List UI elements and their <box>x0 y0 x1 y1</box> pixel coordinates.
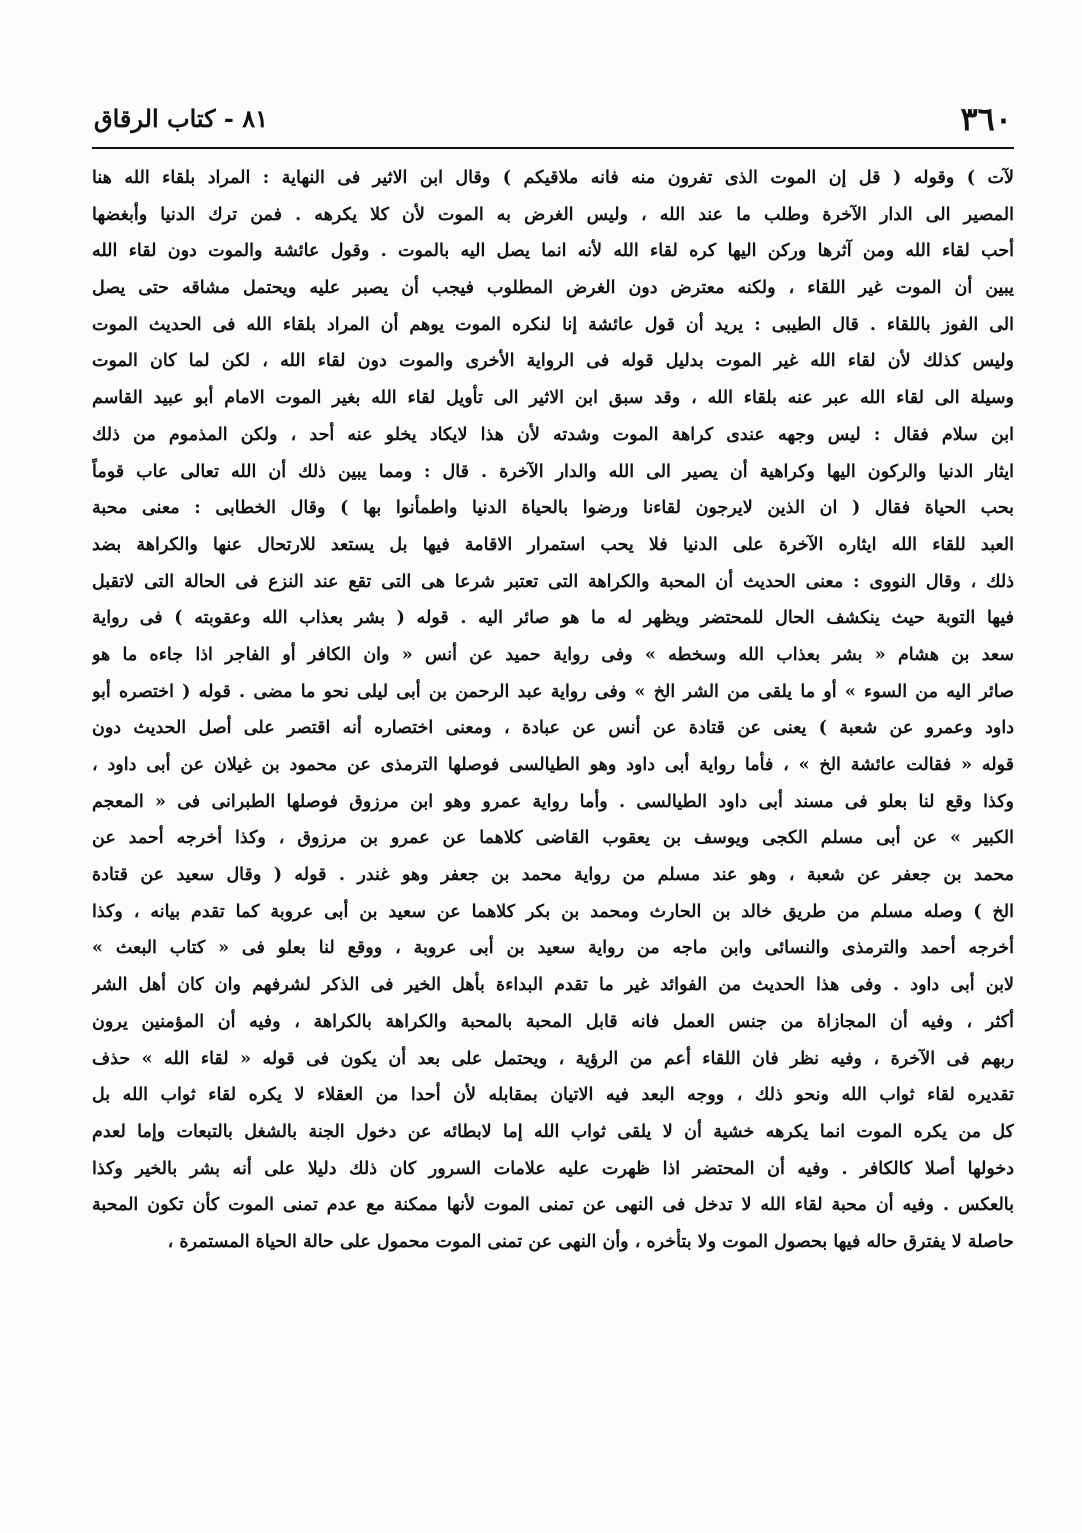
text-line: كل من يكره الموت انما يكرهه خشية أن لا يلقى ثواب الله إما لابطائه عن دخول الجنة بالشغل بالتبعات وإما لعدم <box>92 1121 1014 1142</box>
text-line: بالعكس . وفيه أن محبة لقاء الله لا تدخل فى النهى عن تمنى الموت لأنها ممكنة مع عدم تمنى الموت كأن تكون المحبة <box>92 1195 1014 1216</box>
text-line: يبين أن الموت غير اللقاء ، ولكنه معترض دون الغرض المطلوب فيجب أن يصبر عليه ويحتمل مشاقه حتى يصل <box>92 278 1014 299</box>
text-line: محمد بن جعفر عن شعبة ، وهو عند مسلم من رواية محمد بن جعفر وهو غندر . قوله ( وقال سعيد عن قتادة <box>92 865 1014 886</box>
text-line: الى الفوز باللقاء . قال الطيبى : يريد أن قول عائشة إنا لنكره الموت يوهم أن المراد بلقاء الله فى الحديث الموت <box>92 314 1014 335</box>
text-line: ايثار الدنيا والركون اليها وكراهية أن يصير الى الله والدار الآخرة . قال : ومما يبين ذلك أن الله تعالى عاب قوماً <box>92 461 1014 482</box>
text-line: قوله « فقالت عائشة الخ » ، فأما رواية أبى داود وهو الطيالسى فوصلها الترمذى عن محمود بن غيلان عن أبى داود ، <box>92 755 1014 775</box>
header-rule <box>92 147 1014 149</box>
text-line: أخرجه أحمد والترمذى والنسائى وابن ماجه من رواية سعيد بن أبى عروبة ، ووقع لنا بعلو فى « كتاب البعث » <box>92 938 1014 959</box>
text-line: المصير الى الدار الآخرة وطلب ما عند الله ، وليس الغرض به الموت لأن كلا يكرهه . فمن ترك الدنيا وأبغضها <box>92 204 1014 225</box>
text-line: بحب الحياة فقال ( ان الذين لايرجون لقاءنا ورضوا بالحياة الدنيا واطمأنوا بها ) وقال الخطابى : معنى محبة <box>92 498 1014 519</box>
text-line: فيها التوبة حيث ينكشف الحال للمحتضر ويظهر له ما هو صائر اليه . قوله ( بشر بعذاب الله وعقوبته ) فى رواية <box>92 608 1014 629</box>
text-line: سعد بن هشام « بشر بعذاب الله وسخطه » وفى رواية حميد عن أنس « وان الكافر أو الفاجر اذا جاءه ما هو <box>92 644 1014 665</box>
text-line: وليس كذلك لأن لقاء الله غير الموت بدليل قوله فى الرواية الأخرى والموت دون لقاء الله ، لكن لما كان الموت <box>92 351 1014 372</box>
text-line: لابن أبى داود . وفى هذا الحديث من الفوائد غير ما تقدم البداءة بأهل الخير فى الذكر لشرفهم وان كان أهل الشر <box>92 975 1014 996</box>
text-line: الكبير » عن أبى مسلم الكجى ويوسف بن يعقوب القاضى كلاهما عن عمرو بن مرزوق ، وكذا أخرجه أحمد عن <box>92 828 1014 849</box>
text-line: ذلك ، وقال النووى : معنى الحديث أن المحبة والكراهة التى تعتبر شرعا هى التى تقع عند النزع فى الحالة التى لاتقبل <box>92 571 1014 592</box>
text-line: أكثر ، وفيه أن المجازاة من جنس العمل فانه قابل المحبة بالمحبة والكراهة بالكراهة ، وفيه أن المؤمنين يرون <box>92 1011 1014 1032</box>
text-line: داود وعمرو عن شعبة ) يعنى عن قتادة عن أنس عن عبادة ، ومعنى اختصاره أنه اقتصر على أصل الحديث دون <box>92 718 1014 739</box>
page-header <box>94 98 1012 138</box>
text-line: حاصلة لا يفترق حاله فيها بحصول الموت ولا بتأخره ، وأن النهى عن تمنى الموت محمول على حالة الحياة المستمرة ، <box>167 1231 1014 1252</box>
text-line: الخ ) وصله مسلم من طريق خالد بن الحارث ومحمد بن بكر كلاهما عن سعيد بن أبى عروبة كما تقدم بيانه ، وكذا <box>92 901 1014 922</box>
page-number: ٣٦٠ <box>960 100 1012 138</box>
text-line: وكذا وقع لنا بعلو فى مسند أبى داود الطيالسى . وأما رواية عمرو وهو ابن مرزوق فوصلها الطبرانى فى « المعجم <box>92 791 1014 812</box>
text-line: صائر اليه من السوء » أو ما يلقى من الشر الخ » وفى رواية عبد الرحمن بن أبى ليلى نحو ما مضى . قوله ( اختصره أبو <box>92 681 1014 702</box>
text-line: تقديره لقاء ثواب الله ونحو ذلك ، ووجه البعد فيه الاتيان بمقابله لأن أحدا من العقلاء لا يكره لقاء ثواب الله بل <box>92 1085 1014 1106</box>
text-line: وسيلة الى لقاء الله عبر عنه بلقاء الله ، وقد سبق ابن الاثير الى تأويل لقاء الله بغير الموت الامام أبو عبيد القاسم <box>92 388 1014 409</box>
text-line: دخولها أصلا كالكافر . وفيه أن المحتضر اذا ظهرت عليه علامات السرور كان ذلك دليلا على أنه بشر بالخير وكذا <box>92 1158 1014 1179</box>
text-line: ابن سلام فقال : ليس وجهه عندى كراهة الموت وشدته لأن هذا لايكاد يخلو عنه أحد ، ولكن المذموم من ذلك <box>92 424 1014 445</box>
text-line: لآت ) وقوله ( قل إن الموت الذى تفرون منه فانه ملاقيكم ) وقال ابن الاثير فى النهاية : المراد بلقاء الله هنا <box>92 168 1014 188</box>
book-title: ٨١ - كتاب الرقاق <box>94 104 269 133</box>
text-line: العبد للقاء الله ايثاره الآخرة على الدنيا فلا يحب استمرار الاقامة فيها بل يستعد للارتحال عنها والكراهة بضد <box>92 534 1014 555</box>
body-text <box>92 160 1014 1261</box>
text-line: ربهم فى الآخرة ، وفيه نظر فان اللقاء أعم من الرؤية ، ويحتمل على بعد أن يكون فى قوله « لقاء الله » حذف <box>92 1048 1014 1069</box>
text-line: أحب لقاء الله ومن آثرها وركن اليها كره لقاء الله لأنه انما يصل اليه بالموت . وقول عائشة والموت دون لقاء الله <box>92 241 1014 262</box>
